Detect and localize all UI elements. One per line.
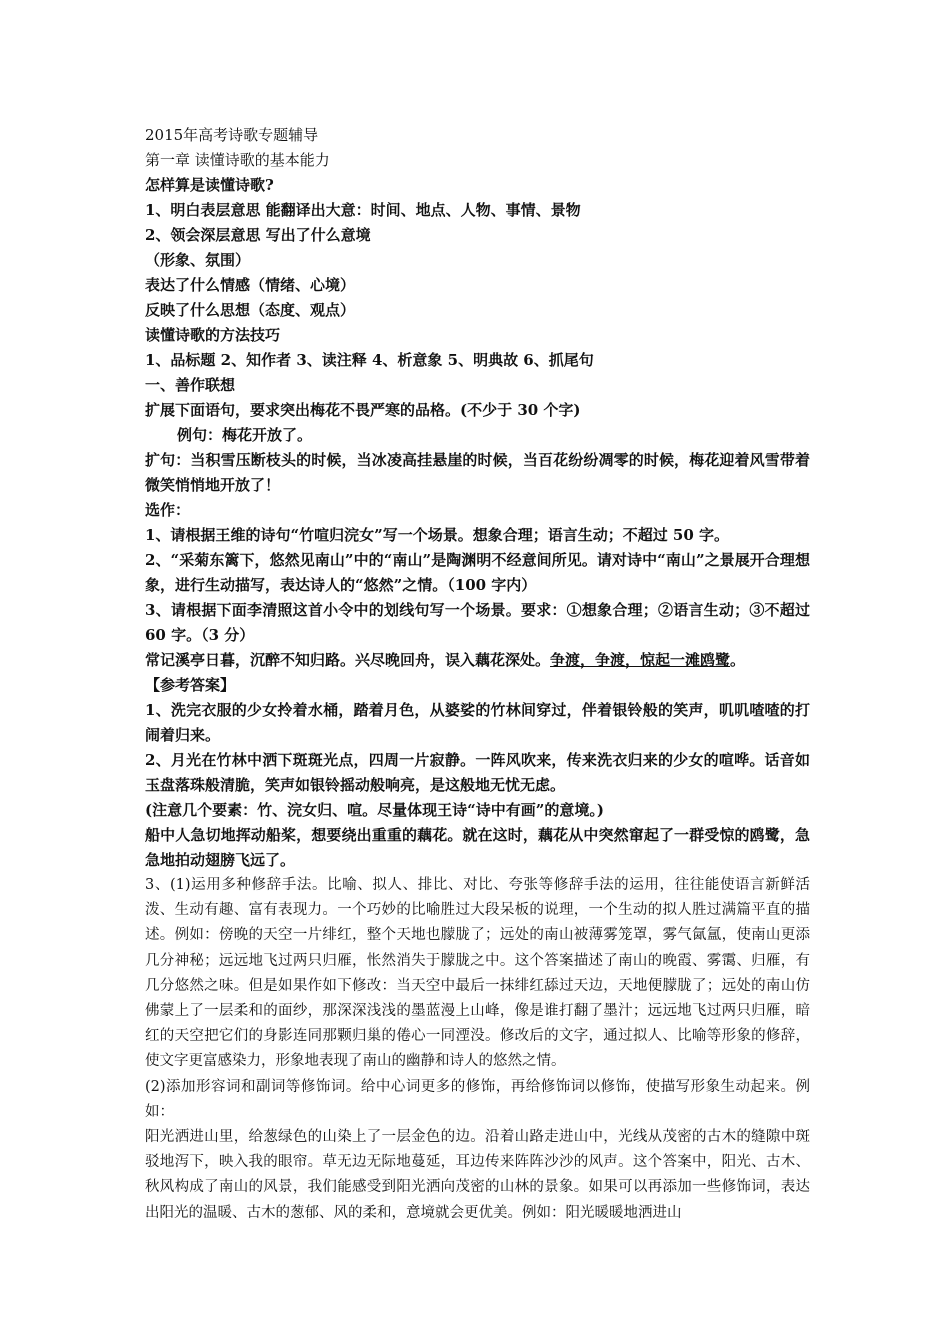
document-body bbox=[145, 123, 810, 1226]
answer-3-part-1: 3、(1)运用多种修辞手法。比喻、拟人、排比、对比、夸张等修辞手法的运用，往往能使语言新鲜活泼、生动有趣、富有表现力。一个巧妙的比喻胜过大段呆板的说理，一个生动的拟人胜过满篇平直的描述。例如：傍晚的天空一片绯红，整个天地也朦胧了；远处的南山被薄雾笼罩，雾气氤氲，使南山更添几分神秘；远远地飞过两只归雁，怅然消失于朦胧之中。这个答案描述了南山的晚霞、雾霭、归雁，有几分悠然之味。但是如果作如下修改：当天空中最后一抹绯红舔过天边，天地便朦胧了；远处的南山仿佛蒙上了一层柔和的面纱，那深深浅浅的墨蓝漫上山峰，像是谁打翻了墨汁；远远地飞过两只归雁，暗红的天空把它们的身影连同那颗归巢的倦心一同湮没。修改后的文字，通过拟人、比喻等形象的修辞，使文字更富感染力，形象地表现了南山的幽静和诗人的悠然之情。 bbox=[145, 877, 810, 1070]
practice-item-1: 1、请根据王维的诗句“竹喧归浣女”写一个场景。想象合理；语言生动；不超过 50 字。 bbox=[145, 526, 730, 544]
poem-end: 。 bbox=[730, 651, 746, 669]
example-sentence: 例句：梅花开放了。 bbox=[177, 426, 313, 444]
chapter-heading: 第一章 读懂诗歌的基本能力 bbox=[145, 151, 330, 169]
document-title: 2015年高考诗歌专题辅导 bbox=[145, 126, 319, 144]
point-2: 2、领会深层意思 写出了什么意境 bbox=[145, 226, 371, 244]
point-3: 表达了什么情感（情绪、心境） bbox=[145, 276, 356, 294]
answer-2-note: (注意几个要素：竹、浣女归、喧。尽量体现王诗“诗中有画”的意境。) bbox=[145, 801, 604, 819]
answer-3-boat: 船中人急切地挥动船桨，想要绕出重重的藕花。就在这时，藕花从中突然窜起了一群受惊的鸥鹭，急急地拍动翅膀飞远了。 bbox=[145, 826, 810, 869]
answer-2: 2、月光在竹林中洒下斑斑光点，四周一片寂静。一阵风吹来，传来洗衣归来的少女的喧哗。话音如玉盘落珠般清脆，笑声如银铃摇动般响亮，是这般地无忧无虑。 bbox=[145, 751, 810, 794]
practice-heading: 选作： bbox=[145, 501, 191, 519]
expanded-sentence: 扩句：当积雪压断枝头的时候，当冰凌高挂悬崖的时候，当百花纷纷凋零的时候，梅花迎着风雪带着微笑悄悄地开放了！ bbox=[145, 451, 810, 494]
method-list: 1、品标题 2、知作者 3、读注释 4、析意象 5、明典故 6、抓尾句 bbox=[145, 351, 594, 369]
answer-3-part-3: 阳光洒进山里，给葱绿色的山染上了一层金色的边。沿着山路走进山中，光线从茂密的古木的缝隙中斑驳地泻下，映入我的眼帘。草无边无际地蔓延，耳边传来阵阵沙沙的风声。这个答案中，阳光、古木、秋风构成了南山的风景，我们能感受到阳光洒向茂密的山林的景象。如果可以再添加一些修饰词，表达出阳光的温暖、古木的葱郁、风的柔和，意境就会更优美。例如：阳光暖暖地洒进山 bbox=[145, 1129, 810, 1221]
point-1: 1、明白表层意思 能翻译出大意：时间、地点、人物、事情、景物 bbox=[145, 201, 581, 219]
practice-item-2: 2、“采菊东篱下，悠然见南山”中的“南山”是陶渊明不经意间所见。请对诗中“南山”之景展开合理想象，进行生动描写，表达诗人的“悠然”之情。（100 字内） bbox=[145, 551, 810, 594]
answer-3-part-2: (2)添加形容词和副词等修饰词。给中心词更多的修饰，再给修饰词以修饰，使描写形象生动起来。例如： bbox=[145, 1078, 810, 1120]
method-heading: 读懂诗歌的方法技巧 bbox=[145, 326, 281, 344]
question-heading: 怎样算是读懂诗歌? bbox=[145, 176, 274, 194]
answer-heading: 【参考答案】 bbox=[145, 676, 236, 694]
point-2-detail: （形象、氛围） bbox=[145, 251, 251, 269]
task-text: 扩展下面语句，要求突出梅花不畏严寒的品格。(不少于 30 个字) bbox=[145, 401, 581, 419]
answer-1: 1、洗完衣服的少女拎着水桶，踏着月色，从婆娑的竹林间穿过，伴着银铃般的笑声，叽叽喳喳的打闹着归来。 bbox=[145, 701, 810, 744]
practice-item-3: 3、请根据下面李清照这首小令中的划线句写一个场景。要求：①想象合理；②语言生动；③不超过 60 字。（3 分） bbox=[145, 601, 810, 644]
section-heading: 一、善作联想 bbox=[145, 376, 236, 394]
poem-line bbox=[145, 648, 810, 673]
point-4: 反映了什么思想（态度、观点） bbox=[145, 301, 356, 319]
poem-text: 常记溪亭日暮，沉醉不知归路。兴尽晚回舟，误入藕花深处。 bbox=[145, 651, 551, 669]
poem-underlined-text: 争渡，争渡，惊起一滩鸥鹭 bbox=[550, 651, 731, 669]
